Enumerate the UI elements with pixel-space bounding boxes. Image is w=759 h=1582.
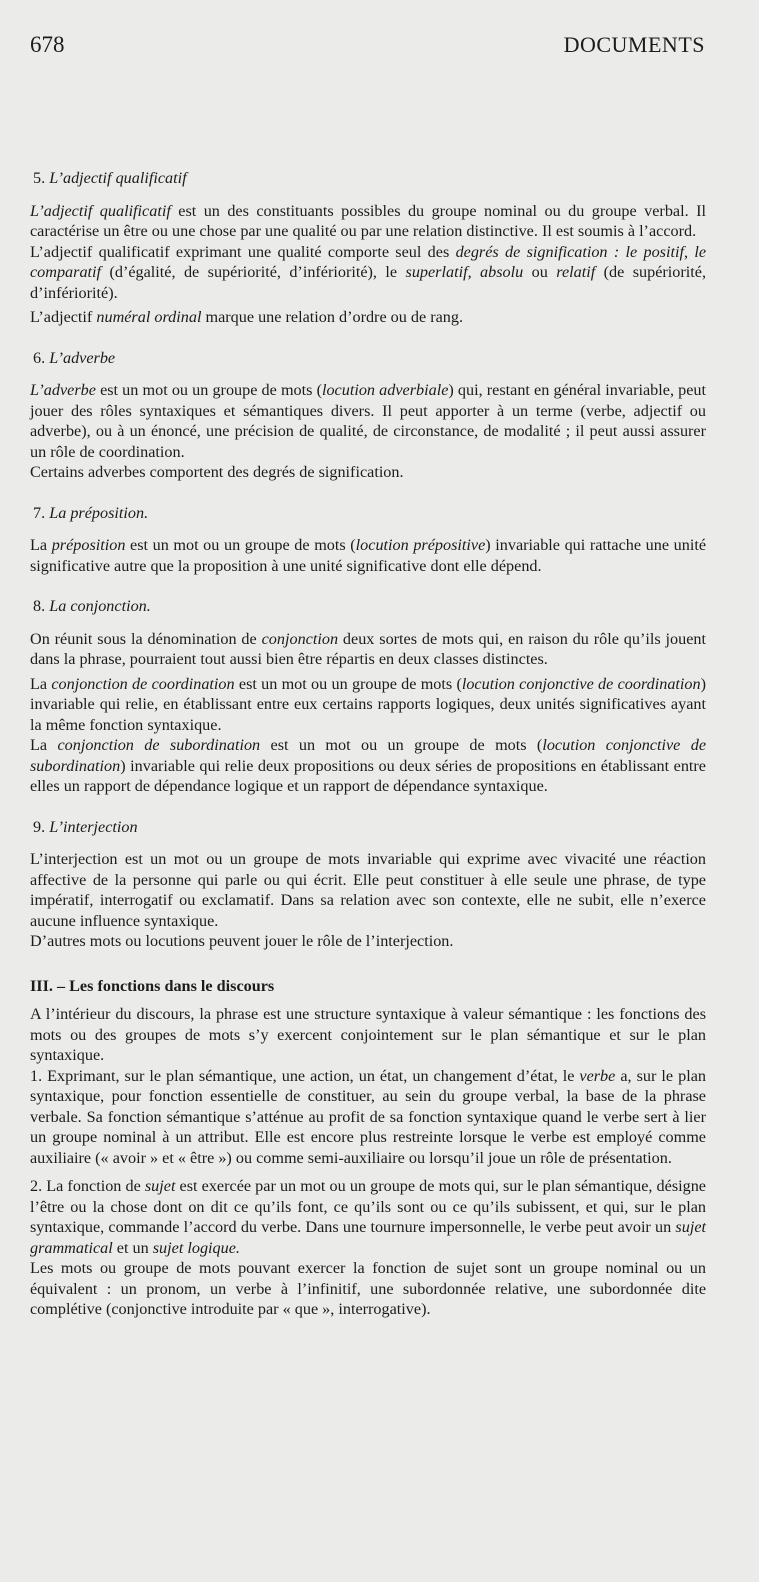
section-title: 9. L’interjection	[33, 817, 138, 836]
paragraph: L’adverbe est un mot ou un groupe de mots (locution adverbiale) qui, restant en général invariable, peut jouer des rôles syntaxiques et sémantiques divers. Il peut apporter à un terme (verbe, adjectif ou adverbe), ou à un énoncé, une précision de qualité, de circonstance, de modalité ; il peut aussi assurer un rôle de coordination.	[30, 381, 707, 461]
section-adverbe	[30, 348, 706, 483]
paragraph: A l’intérieur du discours, la phrase est une structure syntaxique à valeur sémantique : les fonctions des mots ou des groupes de mots s’y exercent conjointement sur le plan sémantique et sur le plan syntaxique.	[30, 1005, 706, 1064]
page-header	[30, 32, 705, 62]
section-conjonction	[30, 596, 706, 797]
section-interjection	[30, 817, 706, 952]
paragraph: On réunit sous la dénomination de conjonction deux sortes de mots qui, en raison du rôle qu’ils jouent dans la phrase, pourraient tout aussi bien être répartis en deux classes distinctes.	[30, 629, 707, 668]
paragraph: L’adjectif qualificatif exprimant une qualité comporte seul des degrés de signification : le positif, le comparatif (d’égalité, de supériorité, d’infériorité), le superlatif, absolu ou relatif (de supériorité, d’infériorité).	[30, 242, 707, 302]
page-body	[30, 168, 706, 1320]
running-head: DOCUMENTS	[563, 32, 705, 57]
paragraph: La conjonction de subordination est un mot ou un groupe de mots (locution conjonctive de subordination) invariable qui relie deux propositions ou deux séries de propositions en établissant entre elles un rapport de dépendance logique et un rapport de dépendance syntaxique.	[30, 736, 707, 795]
section-title: 7. La préposition.	[33, 503, 149, 522]
section-title: 5. L’adjectif qualificatif	[33, 169, 187, 187]
section-title: 6. L’adverbe	[33, 348, 116, 367]
paragraph: Certains adverbes comportent des degrés de signification.	[30, 463, 404, 481]
paragraph: La préposition est un mot ou un groupe de mots (locution prépositive) invariable qui rattache une unité significative autre que la proposition à une unité significative dont elle dépend.	[30, 536, 707, 575]
section-title: 8. La conjonction.	[33, 597, 151, 615]
paragraph: La conjonction de coordination est un mot ou un groupe de mots (locution conjonctive de coordination) invariable qui relie, en établissant entre eux certains rapports logiques, deux unités significatives ayant la même fonction syntaxique.	[30, 674, 706, 734]
paragraph: Les mots ou groupe de mots pouvant exercer la fonction de sujet sont un groupe nominal ou un équivalent : un pronom, un verbe à l’infinitif, une subordonnée relative, une subordonnée dite complétive (conjonctive introduite par « que », interrogative).	[30, 1259, 706, 1318]
paragraph: 2. La fonction de sujet est exercée par un mot ou un groupe de mots qui, sur le plan sémantique, désigne l’être ou la chose dont on dit ce qu’ils font, ce qu’ils sont ou ce qu’ils subissent, et qui, sur le plan syntaxique, commande l’accord du verbe. Dans une tournure impersonnelle, le verbe peut avoir un sujet grammatical et un sujet logique.	[30, 1177, 706, 1257]
paragraph: L’adjectif numéral ordinal marque une relation d’ordre ou de rang.	[30, 308, 464, 326]
section-preposition	[30, 503, 706, 577]
page-number: 678	[30, 32, 65, 57]
chapter-heading: III. – Les fonctions dans le discours	[30, 976, 275, 995]
section-adjectif	[30, 168, 706, 328]
paragraph: D’autres mots ou locutions peuvent jouer le rôle de l’interjection.	[30, 932, 454, 950]
paragraph: 1. Exprimant, sur le plan sémantique, une action, un état, un changement d’état, le verbe a, sur le plan syntaxique, pour fonction essentielle de constituer, au sein du groupe verbal, la base de la phrase verbale. Sa fonction sémantique s’atténue au profit de sa fonction syntaxique quand le verbe sert à lier un groupe nominal à un attribut. Elle est encore plus restreinte lorsque le verbe est employé comme auxiliaire (« avoir » et « être ») ou comme semi-auxiliaire ou lorsqu’il joue un rôle de présentation.	[30, 1066, 706, 1167]
paragraph: L’adjectif qualificatif est un des constituants possibles du groupe nominal ou du groupe verbal. Il caractérise un être ou une chose par une qualité ou par une relation distinctive. Il est soumis à l’accord.	[30, 201, 706, 240]
paragraph: L’interjection est un mot ou un groupe de mots invariable qui exprime avec vivacité une réaction affective de la personne qui parle ou qui écrit. Elle peut constituer à elle seule une phrase, de type impératif, interrogatif ou exclamatif. Dans sa relation avec son contexte, elle ne subit, elle n’exerce aucune influence syntaxique.	[30, 850, 706, 930]
